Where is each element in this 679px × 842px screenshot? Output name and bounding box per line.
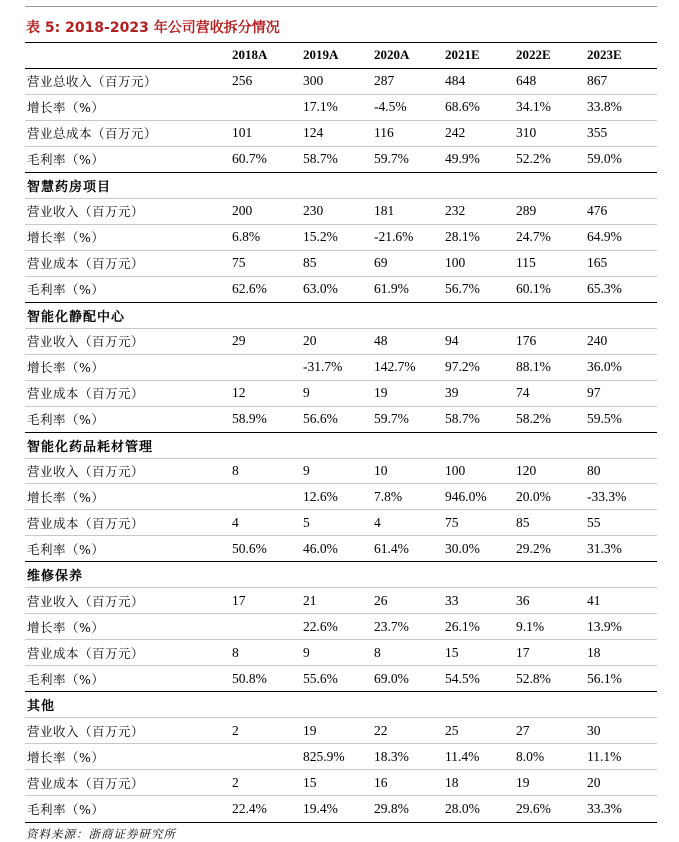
value-cell: 27 bbox=[516, 722, 530, 738]
value-cell: 25 bbox=[445, 722, 459, 738]
value-cell: 50.6% bbox=[232, 540, 267, 556]
section-header-row bbox=[25, 562, 657, 588]
value-cell: 289 bbox=[516, 203, 537, 219]
table-row bbox=[25, 666, 657, 692]
value-cell: 59.7% bbox=[374, 411, 409, 427]
value-cell: 62.6% bbox=[232, 281, 267, 297]
table-row bbox=[25, 718, 657, 744]
table-row bbox=[25, 796, 657, 822]
value-cell: 28.0% bbox=[445, 801, 480, 817]
value-cell: 10 bbox=[374, 462, 388, 478]
section-header-row bbox=[25, 303, 657, 329]
value-cell: 8 bbox=[232, 644, 239, 660]
value-cell: 36.0% bbox=[587, 359, 622, 375]
value-cell: 176 bbox=[516, 333, 537, 349]
table-row bbox=[25, 381, 657, 407]
value-cell: 29.6% bbox=[516, 801, 551, 817]
value-cell: 48 bbox=[374, 333, 388, 349]
value-cell: 9 bbox=[303, 385, 310, 401]
value-cell: 8 bbox=[374, 644, 381, 660]
value-cell: 31.3% bbox=[587, 540, 622, 556]
value-cell: 34.1% bbox=[516, 99, 551, 115]
row-label: 营业成本（百万元） bbox=[27, 256, 145, 272]
value-cell: 20 bbox=[303, 333, 317, 349]
value-cell: 61.4% bbox=[374, 540, 409, 556]
value-cell: 4 bbox=[232, 514, 239, 530]
table-row bbox=[25, 407, 657, 433]
value-cell: 52.8% bbox=[516, 670, 551, 686]
value-cell: 19 bbox=[516, 774, 530, 790]
row-label: 营业收入（百万元） bbox=[27, 593, 145, 609]
value-cell: 18.3% bbox=[374, 748, 409, 764]
row-label: 毛利率（%） bbox=[27, 412, 105, 428]
table-row bbox=[25, 277, 657, 303]
value-cell: 100 bbox=[445, 255, 466, 271]
value-cell: 29.2% bbox=[516, 540, 551, 556]
value-cell: 52.2% bbox=[516, 151, 551, 167]
section-title: 智能化药品耗材管理 bbox=[27, 439, 154, 455]
value-cell: 33 bbox=[445, 592, 459, 608]
value-cell: 60.1% bbox=[516, 281, 551, 297]
value-cell: 55.6% bbox=[303, 670, 338, 686]
row-label: 增长率（%） bbox=[27, 489, 105, 505]
table-row bbox=[25, 329, 657, 355]
value-cell: -21.6% bbox=[374, 229, 414, 245]
value-cell: 19.4% bbox=[303, 801, 338, 817]
value-cell: 17.1% bbox=[303, 99, 338, 115]
value-cell: 946.0% bbox=[445, 488, 487, 504]
value-cell: 648 bbox=[516, 73, 537, 89]
value-cell: 29 bbox=[232, 333, 246, 349]
value-cell: 29.8% bbox=[374, 801, 409, 817]
section-header-row bbox=[25, 173, 657, 199]
value-cell: 17 bbox=[232, 592, 246, 608]
row-label: 营业成本（百万元） bbox=[27, 386, 145, 402]
value-cell: 142.7% bbox=[374, 359, 416, 375]
value-cell: 28.1% bbox=[445, 229, 480, 245]
value-cell: 30 bbox=[587, 722, 601, 738]
row-label: 营业成本（百万元） bbox=[27, 775, 145, 791]
value-cell: 59.0% bbox=[587, 151, 622, 167]
value-cell: -33.3% bbox=[587, 488, 627, 504]
value-cell: 58.2% bbox=[516, 411, 551, 427]
section-title: 智慧药房项目 bbox=[27, 179, 112, 195]
value-cell: 19 bbox=[303, 722, 317, 738]
value-cell: 20.0% bbox=[516, 488, 551, 504]
value-cell: 9 bbox=[303, 644, 310, 660]
value-cell: 20 bbox=[587, 774, 601, 790]
table-row bbox=[25, 69, 657, 95]
table-row bbox=[25, 640, 657, 666]
row-label: 增长率（%） bbox=[27, 360, 105, 376]
value-cell: 97.2% bbox=[445, 359, 480, 375]
value-cell: 49.9% bbox=[445, 151, 480, 167]
value-cell: 30.0% bbox=[445, 540, 480, 556]
row-label: 增长率（%） bbox=[27, 230, 105, 246]
value-cell: 75 bbox=[445, 514, 459, 530]
value-cell: 97 bbox=[587, 385, 601, 401]
value-cell: 4 bbox=[374, 514, 381, 530]
value-cell: 181 bbox=[374, 203, 395, 219]
table-row bbox=[25, 614, 657, 640]
top-rule bbox=[25, 6, 657, 7]
column-header: 2023E bbox=[587, 47, 622, 63]
table-row bbox=[25, 770, 657, 796]
value-cell: 55 bbox=[587, 514, 601, 530]
value-cell: 64.9% bbox=[587, 229, 622, 245]
value-cell: 9 bbox=[303, 462, 310, 478]
value-cell: 75 bbox=[232, 255, 246, 271]
value-cell: 12.6% bbox=[303, 488, 338, 504]
value-cell: 94 bbox=[445, 333, 459, 349]
value-cell: 41 bbox=[587, 592, 601, 608]
value-cell: -4.5% bbox=[374, 99, 407, 115]
value-cell: 58.9% bbox=[232, 411, 267, 427]
table-row bbox=[25, 510, 657, 536]
row-label: 增长率（%） bbox=[27, 619, 105, 635]
table-row bbox=[25, 199, 657, 225]
value-cell: 100 bbox=[445, 462, 466, 478]
value-cell: 33.8% bbox=[587, 99, 622, 115]
table-row bbox=[25, 484, 657, 510]
value-cell: 69 bbox=[374, 255, 388, 271]
value-cell: 5 bbox=[303, 514, 310, 530]
table-row bbox=[25, 536, 657, 562]
column-header: 2022E bbox=[516, 47, 551, 63]
value-cell: 22 bbox=[374, 722, 388, 738]
value-cell: -31.7% bbox=[303, 359, 343, 375]
value-cell: 300 bbox=[303, 73, 324, 89]
value-cell: 74 bbox=[516, 385, 530, 401]
value-cell: 22.4% bbox=[232, 801, 267, 817]
value-cell: 2 bbox=[232, 774, 239, 790]
value-cell: 85 bbox=[516, 514, 530, 530]
value-cell: 85 bbox=[303, 255, 317, 271]
section-header-row bbox=[25, 433, 657, 459]
value-cell: 484 bbox=[445, 73, 466, 89]
value-cell: 36 bbox=[516, 592, 530, 608]
section-title: 维修保养 bbox=[27, 569, 84, 585]
value-cell: 355 bbox=[587, 125, 608, 141]
value-cell: 23.7% bbox=[374, 618, 409, 634]
column-header: 2021E bbox=[445, 47, 480, 63]
value-cell: 287 bbox=[374, 73, 395, 89]
value-cell: 11.4% bbox=[445, 748, 480, 764]
row-label: 毛利率（%） bbox=[27, 802, 105, 818]
value-cell: 15 bbox=[445, 644, 459, 660]
row-label: 营业成本（百万元） bbox=[27, 645, 145, 661]
value-cell: 6.8% bbox=[232, 229, 261, 245]
value-cell: 54.5% bbox=[445, 670, 480, 686]
value-cell: 11.1% bbox=[587, 748, 622, 764]
value-cell: 16 bbox=[374, 774, 388, 790]
section-title: 其他 bbox=[27, 699, 56, 715]
value-cell: 867 bbox=[587, 73, 608, 89]
table-title: 表 5: 2018-2023 年公司营收拆分情况 bbox=[26, 20, 280, 36]
value-cell: 15.2% bbox=[303, 229, 338, 245]
section-title: 智能化静配中心 bbox=[27, 309, 126, 325]
value-cell: 26.1% bbox=[445, 618, 480, 634]
value-cell: 256 bbox=[232, 73, 253, 89]
value-cell: 56.6% bbox=[303, 411, 338, 427]
value-cell: 242 bbox=[445, 125, 466, 141]
value-cell: 200 bbox=[232, 203, 253, 219]
value-cell: 18 bbox=[445, 774, 459, 790]
value-cell: 230 bbox=[303, 203, 324, 219]
value-cell: 7.8% bbox=[374, 488, 403, 504]
value-cell: 63.0% bbox=[303, 281, 338, 297]
section-header-row bbox=[25, 692, 657, 718]
table-row bbox=[25, 459, 657, 485]
value-cell: 58.7% bbox=[303, 151, 338, 167]
value-cell: 56.1% bbox=[587, 670, 622, 686]
value-cell: 59.5% bbox=[587, 411, 622, 427]
table-row bbox=[25, 225, 657, 251]
value-cell: 69.0% bbox=[374, 670, 409, 686]
row-label: 增长率（%） bbox=[27, 749, 105, 765]
row-label: 营业成本（百万元） bbox=[27, 515, 145, 531]
value-cell: 56.7% bbox=[445, 281, 480, 297]
source-note: 资料来源：浙商证券研究所 bbox=[26, 827, 176, 841]
row-label: 营业收入（百万元） bbox=[27, 723, 145, 739]
value-cell: 232 bbox=[445, 203, 466, 219]
value-cell: 17 bbox=[516, 644, 530, 660]
value-cell: 21 bbox=[303, 592, 317, 608]
table-row bbox=[25, 744, 657, 770]
value-cell: 39 bbox=[445, 385, 459, 401]
table-row bbox=[25, 95, 657, 121]
value-cell: 310 bbox=[516, 125, 537, 141]
table-row bbox=[25, 121, 657, 147]
value-cell: 26 bbox=[374, 592, 388, 608]
value-cell: 88.1% bbox=[516, 359, 551, 375]
value-cell: 19 bbox=[374, 385, 388, 401]
row-label: 增长率（%） bbox=[27, 100, 105, 116]
table-row bbox=[25, 251, 657, 277]
value-cell: 50.8% bbox=[232, 670, 267, 686]
value-cell: 120 bbox=[516, 462, 537, 478]
table-row bbox=[25, 588, 657, 614]
column-header: 2019A bbox=[303, 47, 339, 63]
value-cell: 13.9% bbox=[587, 618, 622, 634]
value-cell: 65.3% bbox=[587, 281, 622, 297]
value-cell: 80 bbox=[587, 462, 601, 478]
value-cell: 12 bbox=[232, 385, 246, 401]
row-label: 营业收入（百万元） bbox=[27, 334, 145, 350]
value-cell: 240 bbox=[587, 333, 608, 349]
value-cell: 60.7% bbox=[232, 151, 267, 167]
table-header-row bbox=[25, 43, 657, 69]
value-cell: 58.7% bbox=[445, 411, 480, 427]
value-cell: 46.0% bbox=[303, 540, 338, 556]
column-header: 2018A bbox=[232, 47, 268, 63]
revenue-breakdown-table bbox=[25, 42, 657, 823]
row-label: 毛利率（%） bbox=[27, 282, 105, 298]
value-cell: 68.6% bbox=[445, 99, 480, 115]
column-header: 2020A bbox=[374, 47, 410, 63]
value-cell: 59.7% bbox=[374, 151, 409, 167]
value-cell: 2 bbox=[232, 722, 239, 738]
row-label: 毛利率（%） bbox=[27, 541, 105, 557]
value-cell: 15 bbox=[303, 774, 317, 790]
value-cell: 825.9% bbox=[303, 748, 345, 764]
row-label: 毛利率（%） bbox=[27, 671, 105, 687]
row-label: 营业收入（百万元） bbox=[27, 204, 145, 220]
table-row bbox=[25, 147, 657, 173]
value-cell: 61.9% bbox=[374, 281, 409, 297]
value-cell: 18 bbox=[587, 644, 601, 660]
row-label: 毛利率（%） bbox=[27, 152, 105, 168]
value-cell: 101 bbox=[232, 125, 253, 141]
value-cell: 115 bbox=[516, 255, 536, 271]
value-cell: 33.3% bbox=[587, 801, 622, 817]
value-cell: 116 bbox=[374, 125, 394, 141]
value-cell: 22.6% bbox=[303, 618, 338, 634]
row-label: 营业总成本（百万元） bbox=[27, 126, 158, 142]
row-label: 营业总收入（百万元） bbox=[27, 74, 158, 90]
value-cell: 8.0% bbox=[516, 748, 545, 764]
value-cell: 476 bbox=[587, 203, 608, 219]
value-cell: 24.7% bbox=[516, 229, 551, 245]
row-label: 营业收入（百万元） bbox=[27, 463, 145, 479]
value-cell: 165 bbox=[587, 255, 608, 271]
table-row bbox=[25, 355, 657, 381]
value-cell: 9.1% bbox=[516, 618, 545, 634]
value-cell: 8 bbox=[232, 462, 239, 478]
value-cell: 124 bbox=[303, 125, 324, 141]
